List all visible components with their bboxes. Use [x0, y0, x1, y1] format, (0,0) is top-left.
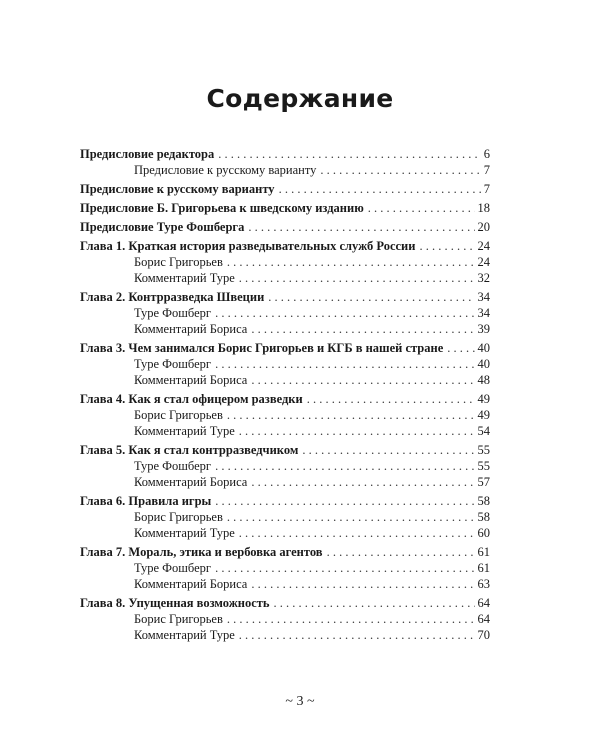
dot-leader	[274, 595, 475, 611]
dot-leader	[215, 356, 474, 372]
toc-subentry-page: 34	[477, 306, 490, 320]
toc-subentry[interactable]	[80, 423, 490, 439]
toc-entry[interactable]	[80, 391, 490, 407]
toc-subentry-page: 55	[477, 459, 490, 473]
toc-entry-page: 20	[477, 220, 490, 234]
toc-entry[interactable]	[80, 238, 490, 254]
dot-leader	[251, 474, 474, 490]
toc-subentry-page: 49	[477, 408, 490, 422]
toc-entry[interactable]	[80, 146, 490, 162]
dot-leader	[227, 509, 475, 525]
toc-subentry-label: Туре Фошберг	[134, 561, 212, 575]
toc-subentry-page: 7	[483, 163, 490, 177]
toc-subentry-page: 24	[477, 255, 490, 269]
toc-group	[80, 493, 490, 541]
toc-subentry-page: 57	[477, 475, 490, 489]
table-of-contents	[80, 146, 490, 646]
toc-entry[interactable]	[80, 544, 490, 560]
dot-leader	[218, 146, 481, 162]
toc-subentry-label: Комментарий Бориса	[134, 475, 248, 489]
toc-group	[80, 289, 490, 337]
toc-entry-page: 34	[477, 290, 490, 304]
dot-leader	[302, 442, 474, 458]
toc-entry-label: Предисловие Б. Григорьева к шведскому изданию	[80, 201, 364, 215]
toc-entry-label: Глава 8. Упущенная возможность	[80, 596, 270, 610]
dot-leader	[248, 219, 474, 235]
toc-subentry-label: Борис Григорьев	[134, 255, 223, 269]
toc-subentry-label: Туре Фошберг	[134, 357, 212, 371]
dot-leader	[227, 254, 475, 270]
dot-leader	[239, 525, 475, 541]
toc-entry[interactable]	[80, 340, 490, 356]
toc-entry-label: Глава 7. Мораль, этика и вербовка агентов	[80, 545, 323, 559]
toc-subentry[interactable]	[80, 560, 490, 576]
toc-entry-label: Глава 4. Как я стал офицером разведки	[80, 392, 303, 406]
toc-subentry-label: Комментарий Туре	[134, 424, 235, 438]
toc-entry-label: Глава 6. Правила игры	[80, 494, 212, 508]
dot-leader	[215, 560, 474, 576]
toc-subentry[interactable]	[80, 525, 490, 541]
toc-subentry-label: Комментарий Туре	[134, 271, 235, 285]
toc-subentry[interactable]	[80, 576, 490, 592]
toc-entry-page: 18	[477, 201, 490, 215]
toc-subentry-label: Туре Фошберг	[134, 306, 212, 320]
dot-leader	[239, 423, 475, 439]
toc-group	[80, 200, 490, 216]
toc-subentry-label: Комментарий Бориса	[134, 577, 248, 591]
toc-subentry-page: 61	[477, 561, 490, 575]
dot-leader	[320, 162, 480, 178]
toc-subentry[interactable]	[80, 372, 490, 388]
dot-leader	[251, 372, 474, 388]
dot-leader	[215, 305, 474, 321]
page-number: ~ 3 ~	[285, 694, 315, 709]
toc-group	[80, 219, 490, 235]
toc-subentry[interactable]	[80, 305, 490, 321]
toc-subentry[interactable]	[80, 356, 490, 372]
dot-leader	[227, 407, 475, 423]
toc-entry-page: 24	[477, 239, 490, 253]
dot-leader	[215, 493, 474, 509]
toc-subentry-label: Предисловие к русскому варианту	[134, 163, 317, 177]
toc-subentry[interactable]	[80, 270, 490, 286]
toc-subentry-page: 54	[477, 424, 490, 438]
toc-group	[80, 340, 490, 388]
toc-entry-page: 55	[477, 443, 490, 457]
toc-entry-label: Глава 1. Краткая история разведывательных служб России	[80, 239, 416, 253]
dot-leader	[239, 270, 475, 286]
toc-subentry[interactable]	[80, 627, 490, 643]
toc-subentry-label: Комментарий Туре	[134, 628, 235, 642]
toc-subentry[interactable]	[80, 321, 490, 337]
toc-group	[80, 391, 490, 439]
toc-subentry-page: 63	[477, 577, 490, 591]
toc-group	[80, 442, 490, 490]
toc-subentry-label: Туре Фошберг	[134, 459, 212, 473]
toc-group	[80, 238, 490, 286]
toc-subentry-page: 60	[477, 526, 490, 540]
dot-leader	[368, 200, 475, 216]
toc-subentry-label: Борис Григорьев	[134, 408, 223, 422]
toc-subentry[interactable]	[80, 509, 490, 525]
toc-entry-page: 7	[483, 182, 490, 196]
toc-entry-page: 61	[477, 545, 490, 559]
page-title: Содержание	[206, 84, 394, 113]
dot-leader	[251, 576, 474, 592]
toc-entry-label: Предисловие редактора	[80, 147, 215, 161]
toc-subentry[interactable]	[80, 458, 490, 474]
dot-leader	[279, 181, 481, 197]
toc-subentry-label: Комментарий Бориса	[134, 373, 248, 387]
toc-entry[interactable]	[80, 442, 490, 458]
dot-leader	[419, 238, 474, 254]
toc-entry[interactable]	[80, 493, 490, 509]
toc-subentry-page: 32	[477, 271, 490, 285]
toc-subentry[interactable]	[80, 254, 490, 270]
dot-leader	[447, 340, 474, 356]
toc-subentry[interactable]	[80, 474, 490, 490]
dot-leader	[227, 611, 475, 627]
toc-entry[interactable]	[80, 200, 490, 216]
toc-group	[80, 544, 490, 592]
toc-entry-page: 64	[477, 596, 490, 610]
toc-entry-page: 6	[483, 147, 490, 161]
toc-entry-label: Предисловие Туре Фошберга	[80, 220, 245, 234]
toc-group	[80, 595, 490, 643]
toc-subentry-page: 64	[477, 612, 490, 626]
toc-group	[80, 146, 490, 178]
toc-subentry-label: Комментарий Бориса	[134, 322, 248, 336]
dot-leader	[215, 458, 474, 474]
toc-subentry-page: 39	[477, 322, 490, 336]
toc-entry-label: Глава 2. Контрразведка Швеции	[80, 290, 265, 304]
toc-entry[interactable]	[80, 181, 490, 197]
toc-entry-page: 40	[477, 341, 490, 355]
toc-subentry[interactable]	[80, 611, 490, 627]
toc-entry[interactable]	[80, 289, 490, 305]
toc-entry-page: 49	[477, 392, 490, 406]
toc-subentry-page: 58	[477, 510, 490, 524]
dot-leader	[307, 391, 475, 407]
toc-entry[interactable]	[80, 219, 490, 235]
toc-entry-page: 58	[477, 494, 490, 508]
toc-entry-label: Глава 3. Чем занимался Борис Григорьев и КГБ в нашей стране	[80, 341, 444, 355]
dot-leader	[239, 627, 475, 643]
toc-subentry[interactable]	[80, 162, 490, 178]
dot-leader	[327, 544, 475, 560]
dot-leader	[268, 289, 474, 305]
toc-entry-label: Предисловие к русскому варианту	[80, 182, 275, 196]
dot-leader	[251, 321, 474, 337]
toc-entry[interactable]	[80, 595, 490, 611]
toc-group	[80, 181, 490, 197]
toc-subentry[interactable]	[80, 407, 490, 423]
toc-subentry-page: 70	[477, 628, 490, 642]
toc-subentry-page: 48	[477, 373, 490, 387]
toc-subentry-label: Борис Григорьев	[134, 612, 223, 626]
toc-entry-label: Глава 5. Как я стал контрразведчиком	[80, 443, 299, 457]
toc-subentry-label: Борис Григорьев	[134, 510, 223, 524]
toc-subentry-page: 40	[477, 357, 490, 371]
toc-subentry-label: Комментарий Туре	[134, 526, 235, 540]
